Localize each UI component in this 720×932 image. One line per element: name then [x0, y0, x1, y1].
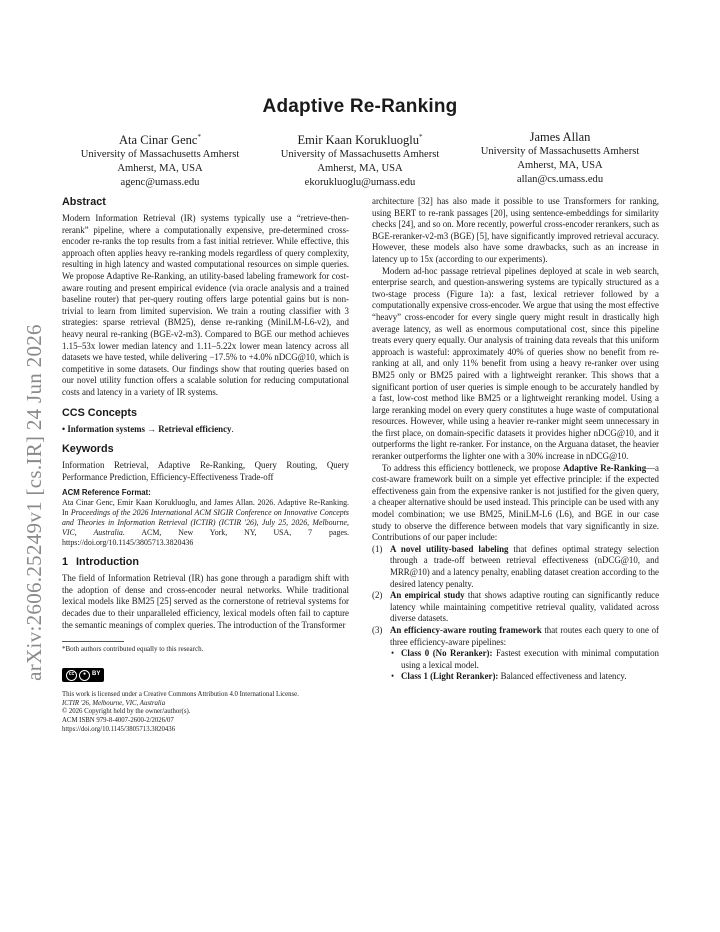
abstract-text: Modern Information Retrieval (IR) systems typically use a “retrieve-then-rerank” pipeline, where a computationally expensive, pre-determined cross-encoder re-ranks the top results from a fast initial retriever. While effective, this approach often applies heavy re-ranking models regardless of query complexity, resulting in high latency and wasted computational resources on simple queries. We propose Adaptive Re-Ranking, an utility-based labeling framework for cost-aware routing and present empirical evidence (via oracle analysis and a trained baseline router) that per-query routing offers large potential gains but is non-trivial to learn from limited supervision. We train a routing classifier with 3 strategies: sparse retrieval (BM25), dense re-ranking (MiniLM-L6-v2), and heavy neural re-ranking (BGE-v2-m3). Compared to BGE our method achieves 1.15–53x lower median latency and 1.11–5.22x lower mean latency across all datasets we have tested, while delivering −17.5% to +4.0% nDCG@10, which is competitive in some datasets. Our findings show that routing queries based on our novel utility function offers a scalable solution for reducing computational costs and latency in a variety of IR systems. [62, 213, 349, 397]
paper-title: Adaptive Re-Ranking [262, 96, 458, 117]
ccs-item: Information systems → Retrieval efficiency [67, 423, 232, 434]
author-email[interactable]: agenc@umass.edu [120, 177, 200, 189]
author-affiliation: University of Massachusetts Amherst [280, 149, 440, 161]
list-marker: (2) [372, 590, 383, 601]
author-location: Amherst, MA, USA [517, 160, 603, 171]
author-affiliation: University of Massachusetts Amherst [480, 146, 640, 157]
list-item [390, 671, 659, 683]
footnote: *Both authors contributed equally to this research. [62, 645, 204, 654]
list-item [372, 590, 659, 625]
reference-venue: Proceedings of the 2026 International ACM SIGIR Conference on Innovative Concepts and Theories in Information Retrieval (ICTIR) (ICTIR '26), July 25, 2026, Melbourne, VIC, Australia. [62, 508, 349, 538]
author-1 [60, 130, 260, 190]
author-location: Amherst, MA, USA [117, 163, 203, 175]
doi-line[interactable]: https://doi.org/10.1145/3805713.3820436 [62, 725, 176, 733]
ccs-concepts [62, 424, 349, 436]
cc-icon: cc [66, 670, 77, 681]
section-title: Introduction [76, 556, 139, 569]
isbn-line: ACM ISBN 979-8-4007-2600-2/2026/07 [62, 717, 174, 725]
reference-post: ACM, New York, NY, USA, 7 pages. https://doi.org/10.1145/3805713.3820436 [62, 528, 349, 548]
contribution-title: A novel utility-based labeling [390, 543, 509, 554]
p3-post: —a cost-aware framework built on a simple yet effective principle: if the expected effectiveness gain from the expensive ranker is not justified for the given query, a cheaper alternative should be used instead. This principle can be used with any model combination; we use BM25, MiniLM-L6 (L6), and BGE in our case study to observe the difference between models that vary significantly in size. Contributions of our paper include: [372, 462, 659, 543]
class-text: Balanced effectiveness and latency. [498, 671, 627, 682]
license-line: This work is licensed under a Creative Commons Attribution 4.0 International License. [62, 691, 299, 699]
class-title: Class 1 (Light Reranker): [401, 671, 499, 682]
reference-pre: Ata Cinar Genc, Emir Kaan Korukluoglu, and James Allan. 2026. Adaptive Re-Ranking. In [62, 498, 349, 518]
intro-paragraph-1: The field of Information Retrieval (IR) has gone through a paradigm shift with the adoption of dense and cross-encoder neural networks. While traditional lexical models like BM25 [25] served as the cornerstone of retrieval systems for decades due to their unparalleled efficiency, lexical models often fail to capture the semantic meanings of complex queries. The introduction of the Transformer [62, 573, 349, 630]
intro-heading [62, 556, 349, 569]
contributions-list [372, 544, 659, 683]
list-item [372, 544, 659, 590]
intro-paragraph-1-continued: architecture [32] has also made it possible to use Transformers for ranking, using BERT to re-rank passages [20], using sentence-embeddings for similarity checks [24], and so on. More recently, powerful cross-encoder rerankers, such as BGE-reranker-v2-m3 (BGE) [5], have significantly improved retrieval accuracy. However, these models also have some drawbacks, such as an increase in latency up to 15x (according to our experiments). [372, 196, 660, 264]
author-block [60, 130, 660, 190]
equal-contribution-mark: * [197, 133, 201, 141]
ccs-heading: CCS Concepts [62, 406, 137, 419]
right-column [372, 196, 659, 683]
by-icon: ● [79, 670, 90, 681]
author-2 [260, 130, 460, 190]
arxiv-id: arXiv:2606.25249v1 [cs.IR] 24 Jun 2026 [21, 323, 46, 681]
author-email[interactable]: allan@cs.umass.edu [516, 174, 604, 185]
p3-pre: To address this efficiency bottleneck, we propose [382, 462, 564, 473]
cc-by-license-badge[interactable] [62, 668, 104, 682]
section-number: 1 [62, 556, 69, 569]
footnote-rule [62, 641, 124, 642]
intro-paragraph-3 [372, 463, 659, 544]
copyright-line: © 2026 Copyright held by the owner/author(s). [62, 708, 191, 716]
list-item [372, 625, 659, 683]
list-item [390, 648, 659, 671]
class-list [390, 648, 659, 683]
author-name: Emir Kaan Korukluoglu [297, 133, 419, 148]
author-name: Ata Cinar Genc [119, 133, 198, 148]
author-location: Amherst, MA, USA [317, 163, 403, 175]
author-affiliation: University of Massachusetts Amherst [80, 149, 240, 161]
arxiv-watermark [14, 292, 54, 712]
contribution-text: that routes each query to one of three efficiency-aware pipelines: [390, 624, 659, 647]
contribution-title: An efficiency-aware routing framework [390, 624, 542, 635]
by-label: BY [92, 671, 101, 678]
author-name: James Allan [529, 130, 591, 144]
reference-format-text [62, 498, 349, 548]
license-block [62, 691, 349, 734]
author-3 [460, 130, 660, 190]
list-marker: (3) [372, 624, 383, 635]
intro-paragraph-2: Modern ad-hoc passage retrieval pipelines deployed at scale in web search, enterprise search, and question-answering systems are typically structured as a two-stage process (Figure 1a): a fast, lexical retriever followed by a computationally expensive cross-encoder. We argue that using the most effective “heavy” cross-encoder for every single query might result in drastically high average latency, as well as enormous computational cost, since this pipeline treats every query equally. Our analysis of training data reveals that this uniform approach is wasteful: approximately 40% of queries show no benefit from re-ranking at all, and only 11% benefit from using a heavy re-ranker over using BM25 only or BM25 paired with a lightweight reranker. This shows that a significant portion of user queries is simple enough to be accurately handled by a fast, low-cost method like BM25 or a lightweight reranking model. Using a large reranking model on every query constitutes a huge waste of computational resources. However, while using a heavier re-ranker might seem unnecessary in the first place, on domain-specific datasets it provides higher nDCG@10, and it outperforms the light re-ranker. For instance, on the Arguana dataset, the heavier reranker outperforms the lighter one with a 30% increase in nDCG@10. [372, 265, 659, 462]
keywords-text: Information Retrieval, Adaptive Re-Ranking, Query Routing, Query Performance Prediction, Efficiency-Effectiveness Trade-off [62, 460, 349, 482]
abstract-heading: Abstract [62, 196, 106, 208]
contribution-text: that defines optimal strategy selection through a trade-off between retrieval effectiveness (nDCG@10, and MRR@10) and a latency penalty, enabling dataset creation according to the desired latency penalty. [390, 543, 659, 589]
ccs-bullet: • [62, 423, 66, 434]
p3-method-name: Adaptive Re-Ranking [563, 462, 647, 473]
class-text: Fastest execution with minimal computation using a lexical model. [401, 648, 659, 670]
contribution-title: An empirical study [390, 590, 465, 601]
conference-line: ICTIR '26, Melbourne, VIC, Australia [62, 699, 166, 707]
keywords-heading: Keywords [62, 443, 114, 456]
author-email[interactable]: ekorukluoglu@umass.edu [304, 177, 416, 189]
list-marker: (1) [372, 543, 383, 554]
equal-contribution-mark: * [419, 133, 423, 141]
left-column [62, 196, 349, 734]
class-title: Class 0 (No Reranker): [401, 648, 493, 659]
ccs-end: . [231, 423, 234, 434]
reference-format-heading: ACM Reference Format: [62, 488, 151, 498]
contribution-text: that shows adaptive routing can significantly reduce latency while maintaining competitive retrieval quality, validated across diverse datasets. [390, 590, 660, 624]
